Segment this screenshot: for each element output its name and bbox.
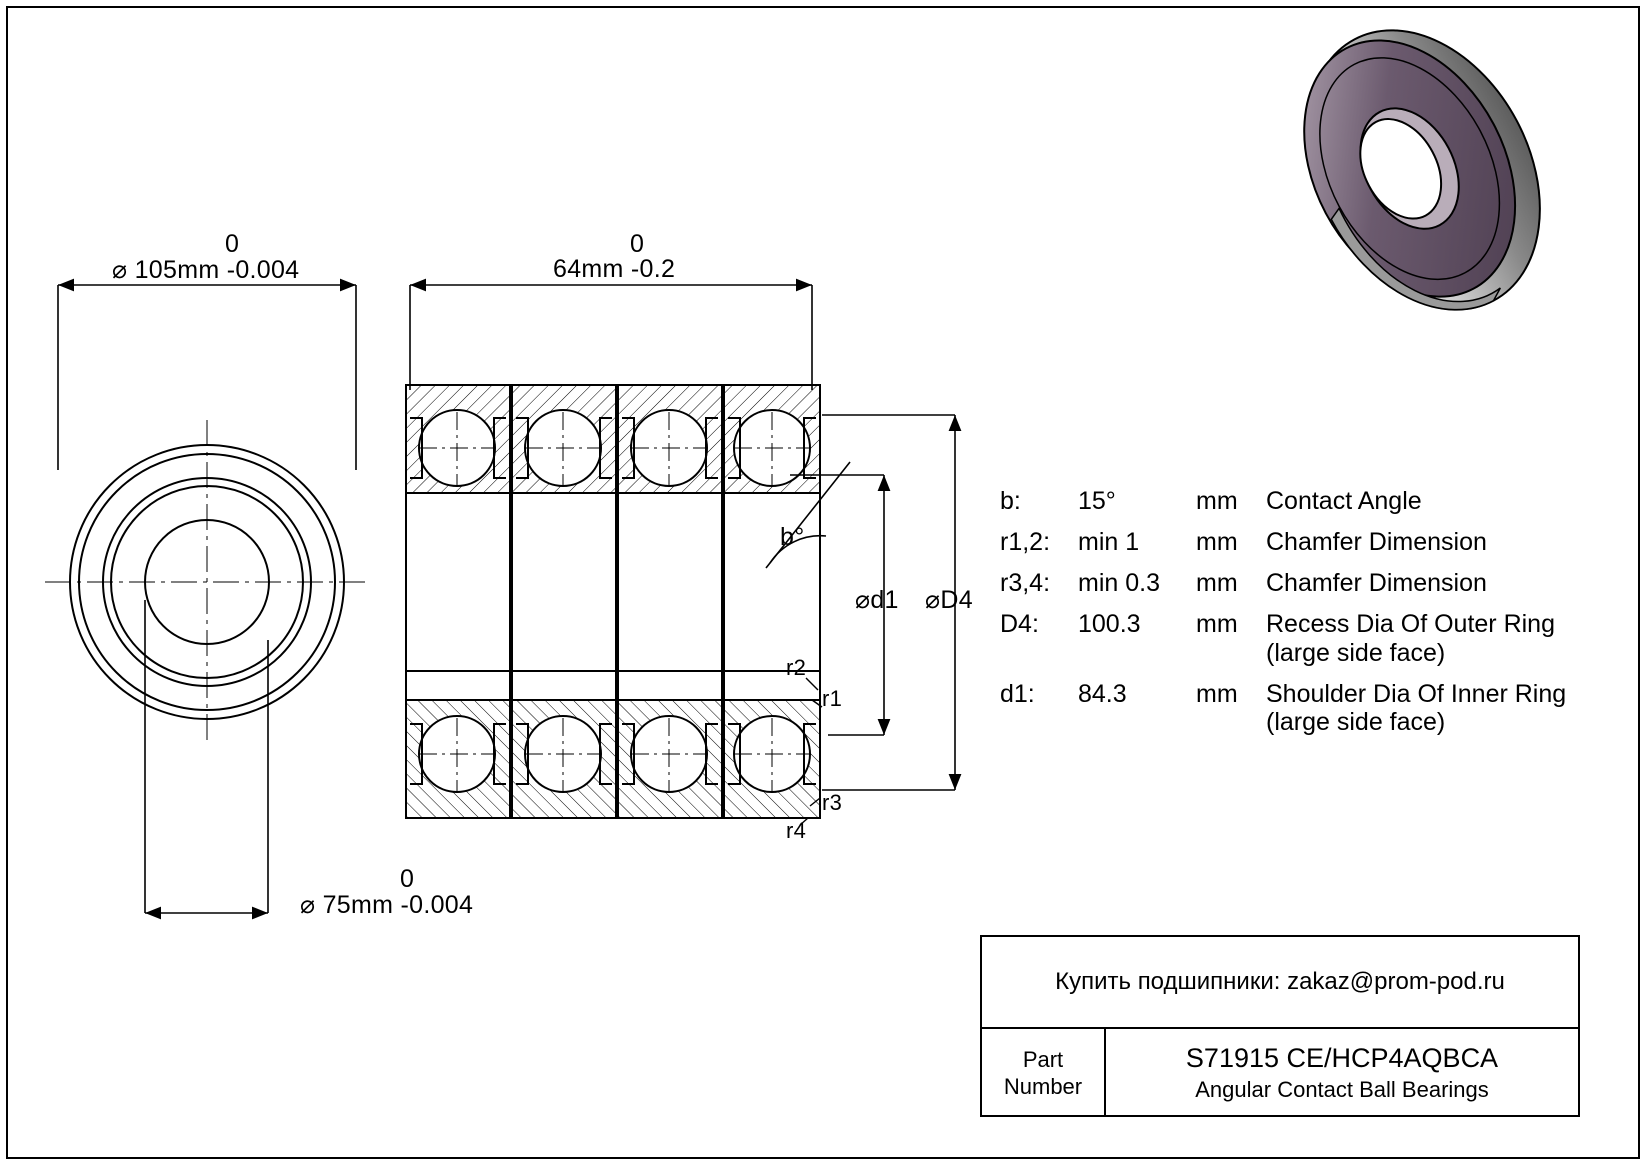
part-number-value [1106,1029,1578,1117]
dim-bore-dia-tolerance: 0 [400,865,415,893]
dim-width-label: 64mm -0.2 [553,255,676,283]
legend-row [1000,680,1580,738]
part-label-line2: Number [1003,1074,1083,1099]
bearing-3d-illustration [1260,0,1586,351]
dim-d1-label: ⌀d1 [855,586,899,614]
legend-row [1000,528,1580,557]
dim-outer-dia-tolerance: 0 [225,230,240,258]
legend-unit: mm [1196,679,1238,708]
legend-description-line1: Contact Angle [1266,487,1422,515]
legend-unit: mm [1196,610,1238,638]
legend-description [1266,487,1422,516]
chamfer-r4-label: r4 [786,818,807,843]
chamfer-r3-label: r3 [822,790,843,815]
legend-description [1266,528,1487,557]
legend-value: min 1 [1078,528,1140,556]
legend-symbol: b: [1000,487,1021,515]
legend-description-line1: Recess Dia Of Outer Ring [1266,610,1555,638]
part-number-text: S71915 CE/HCP4AQBCA [1185,1043,1499,1074]
legend-description [1266,610,1555,668]
contact-info-cell [982,937,1578,1029]
part-type-text: Angular Contact Ball Bearings [1195,1077,1489,1103]
legend-value: 84.3 [1078,679,1127,708]
front-view-centerlines [45,420,370,745]
legend-unit: mm [1196,528,1238,556]
legend-description [1266,680,1566,738]
bearing-section-3 [618,385,722,818]
title-block [980,935,1580,1117]
part-number-row [982,1029,1578,1117]
legend-value: 15° [1078,487,1116,515]
legend-description-line1: Chamfer Dimension [1266,569,1487,597]
part-number-label [982,1029,1106,1117]
legend-value: 100.3 [1078,610,1141,638]
legend-description-line1: Shoulder Dia Of Inner Ring [1266,679,1567,708]
contact-angle-label: b° [780,523,805,551]
legend-value: min 0.3 [1078,569,1160,597]
legend-symbol: r3,4: [1000,569,1051,597]
bearing-section-1 [406,385,510,818]
dim-width-tolerance: 0 [630,230,645,258]
legend-row [1000,487,1580,516]
legend-symbol: r1,2: [1000,528,1051,556]
bearing-section-4 [724,385,820,818]
dim-bore-dia-label: ⌀ 75mm -0.004 [300,891,474,919]
dim-outer-dia-label: ⌀ 105mm -0.004 [112,256,300,284]
contact-info-text: Купить подшипники: zakaz@prom-pod.ru [1055,968,1505,995]
legend-symbol: D4: [1000,610,1039,638]
chamfer-r2-label: r2 [786,655,807,680]
legend-description-line2: (large side face) [1266,638,1446,667]
legend-unit: mm [1196,487,1238,515]
dim-D4-label: ⌀D4 [925,586,973,614]
legend-row [1000,610,1580,668]
part-label-line1: Part [1022,1046,1064,1072]
legend-description-line1: Chamfer Dimension [1266,528,1487,556]
legend-symbol: d1: [1000,679,1035,708]
legend-description-line2: (large side face) [1266,708,1446,737]
legend-unit: mm [1196,569,1238,597]
legend-description [1266,569,1487,598]
bearing-section-2 [512,385,616,818]
chamfer-r1-label: r1 [822,686,843,711]
dim-width [410,285,812,390]
section-bearings [406,385,820,818]
legend-row [1000,569,1580,598]
specification-legend [1000,487,1580,749]
